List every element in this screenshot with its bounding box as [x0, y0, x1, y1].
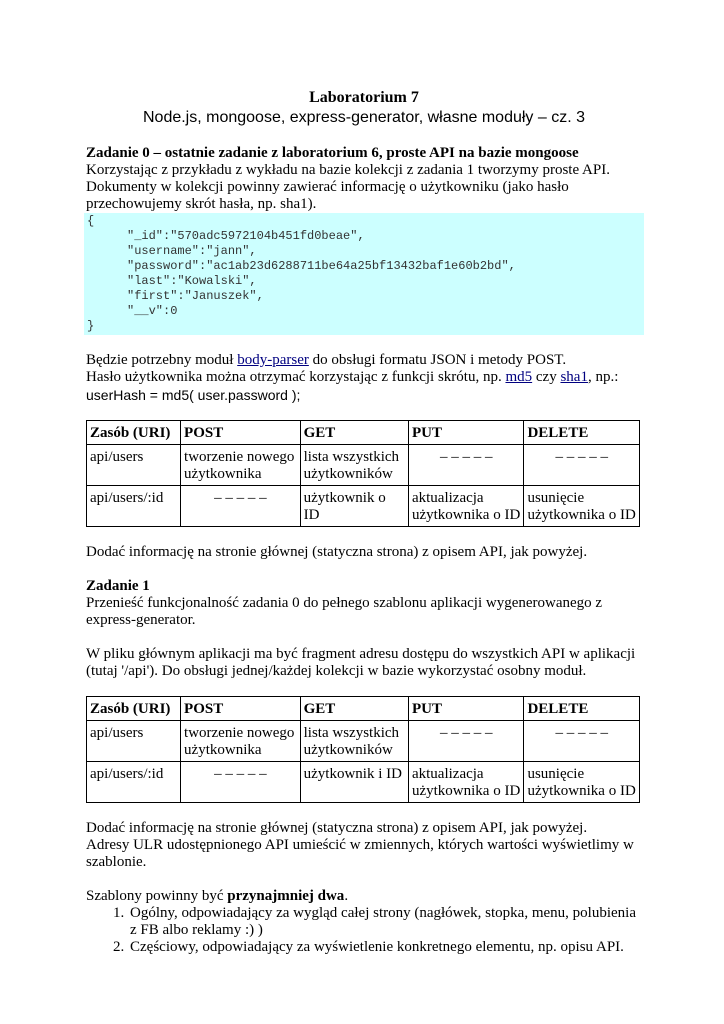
hash-code-example: userHash = md5( user.password ); [86, 387, 301, 403]
api-table-task1 [86, 696, 640, 803]
templates-text-pre: Szablony powinny być [86, 888, 228, 904]
table-header-cell: DELETE [524, 421, 640, 445]
table-cell: api/users/:id [87, 486, 181, 527]
task1-para2-line: W pliku głównym aplikacji ma być fragment adresu dostępu do wszystkich API w aplikacji [86, 646, 636, 662]
hash-sentence [86, 369, 642, 386]
body-parser-link[interactable]: body-parser [237, 352, 309, 368]
table-cell: – – – – – [408, 445, 524, 486]
templates-list [86, 905, 642, 956]
api-table-task0 [86, 420, 640, 527]
list-item: 2. Częściowy, odpowiadający za wyświetlenie konkretnego elementu, np. opisu API. [128, 939, 642, 956]
task0-heading: Zadanie 0 – ostatnie zadanie z laboratorium 6, proste API na bazie mongoose [86, 145, 579, 161]
table-cell: użytkownik o ID [300, 486, 408, 527]
task1-para1-line: express-generator. [86, 612, 196, 628]
document-page [86, 86, 642, 956]
table-cell: usunięcie użytkownika o ID [524, 762, 640, 803]
table-header-cell: POST [181, 697, 301, 721]
code-line: "password":"ac1ab23d6288711be64a25bf13432baf1e60b2bd", [127, 259, 516, 273]
task1-heading: Zadanie 1 [86, 578, 150, 594]
code-open-brace: { [87, 214, 95, 228]
templates-text-post: . [344, 888, 349, 904]
table-row [87, 762, 640, 803]
code-line: "username":"jann", [127, 244, 257, 258]
json-code-block [84, 213, 644, 335]
hash-text-mid: czy [532, 369, 561, 385]
table-header-cell: PUT [408, 421, 524, 445]
module-text-pre: Będzie potrzebny moduł [86, 352, 238, 368]
task1-after-table-line: Adresy ULR udostępnionego API umieścić w zmiennych, których wartości wyświetlimy w [86, 837, 634, 853]
table-cell: aktualizacja użytkownika o ID [408, 486, 524, 527]
table-cell: aktualizacja użytkownika o ID [408, 762, 524, 803]
table-cell: – – – – – [181, 486, 301, 527]
code-line: "__v":0 [127, 304, 178, 318]
table-header-cell: Zasób (URI) [87, 421, 181, 445]
hash-text-post: , np.: [587, 369, 619, 385]
table-header-cell: DELETE [524, 697, 640, 721]
module-text-post: do obsługi formatu JSON i metody POST. [308, 352, 567, 368]
table-row [87, 486, 640, 527]
table-cell: lista wszystkich użytkowników [300, 721, 408, 762]
templates-sentence [86, 888, 642, 905]
table-header-cell: PUT [408, 697, 524, 721]
task1-after-table-line: Dodać informację na stronie głównej (statyczna strona) z opisem API, jak powyżej. [86, 820, 588, 836]
table-header-row [87, 421, 640, 445]
table-cell: api/users [87, 721, 181, 762]
table-cell: użytkownik i ID [300, 762, 408, 803]
table-cell: tworzenie nowego użytkownika [181, 721, 301, 762]
md5-link[interactable]: md5 [505, 369, 533, 385]
table-header-cell: Zasób (URI) [87, 697, 181, 721]
task1-para2-line: (tutaj '/api'). Do obsługi jednej/każdej kolekcji w bazie wykorzystać osobny moduł. [86, 663, 587, 679]
templates-text-bold: przynajmniej dwa [227, 888, 345, 904]
task0-intro-line: przechowujemy skrót hasła, np. sha1). [86, 196, 317, 212]
module-sentence [86, 352, 642, 369]
table-header-row [87, 697, 640, 721]
task0-after-table: Dodać informację na stronie głównej (statyczna strona) z opisem API, jak powyżej. [86, 544, 588, 560]
table-cell: lista wszystkich użytkowników [300, 445, 408, 486]
table-row [87, 721, 640, 762]
table-header-cell: POST [181, 421, 301, 445]
table-cell: api/users [87, 445, 181, 486]
table-cell: – – – – – [181, 762, 301, 803]
table-cell: – – – – – [408, 721, 524, 762]
page-subtitle: Node.js, mongoose, express-generator, własne moduły – cz. 3 [142, 109, 585, 126]
code-line: "_id":"570adc5972104b451fd0beae", [127, 229, 365, 243]
table-cell: tworzenie nowego użytkownika [181, 445, 301, 486]
code-line: "last":"Kowalski", [127, 274, 257, 288]
task0-intro-line: Dokumenty w kolekcji powinny zawierać informację o użytkowniku (jako hasło [86, 179, 569, 195]
list-item: 1. Ogólny, odpowiadający za wygląd całej strony (nagłówek, stopka, menu, polubienia z FB albo reklamy :) ) [128, 905, 642, 939]
code-close-brace: } [87, 319, 95, 333]
table-cell: api/users/:id [87, 762, 181, 803]
sha1-link[interactable]: sha1 [560, 369, 588, 385]
table-cell: – – – – – [524, 721, 640, 762]
hash-text-pre: Hasło użytkownika można otrzymać korzystając z funkcji skrótu, np. [86, 369, 506, 385]
page-title: Laboratorium 7 [309, 89, 419, 106]
table-header-cell: GET [300, 421, 408, 445]
table-row [87, 445, 640, 486]
task1-para1-line: Przenieść funkcjonalność zadania 0 do pełnego szablonu aplikacji wygenerowanego z [86, 595, 603, 611]
table-cell: usunięcie użytkownika o ID [524, 486, 640, 527]
table-cell: – – – – – [524, 445, 640, 486]
table-header-cell: GET [300, 697, 408, 721]
task0-intro-line: Korzystając z przykładu z wykładu na bazie kolekcji z zadania 1 tworzymy proste API. [86, 162, 610, 178]
code-line: "first":"Januszek", [127, 289, 264, 303]
task1-after-table-line: szablonie. [86, 854, 147, 870]
